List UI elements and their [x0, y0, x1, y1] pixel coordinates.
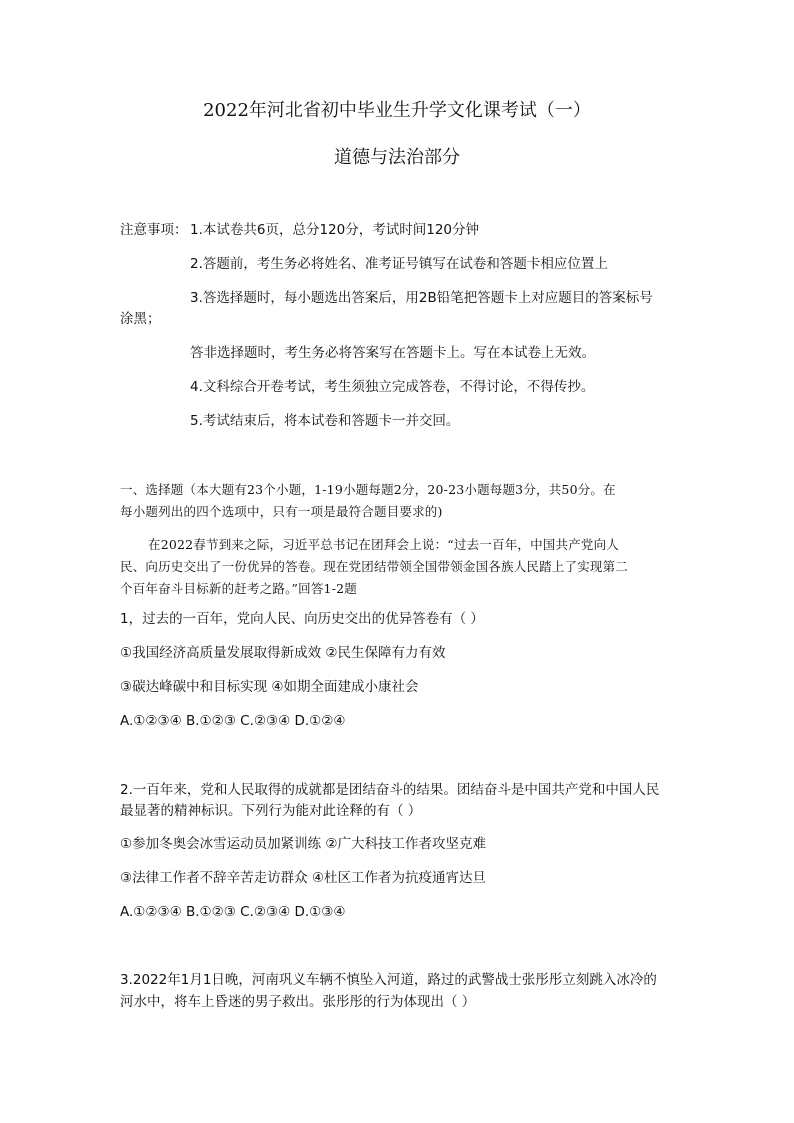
- section-heading: 一、选择题（本大题有23个小题，1-19小题每题2分，20-23小题每题3分，共50分。在: [120, 482, 616, 497]
- passage-line-3: 个百年奋斗目标新的赶考之路。”回答1-2题: [120, 581, 357, 596]
- q3-stem-cont: 河水中，将车上昏迷的男子救出。张彤彤的行为体现出（ ）: [120, 994, 476, 1010]
- q2-options-row-1: ①参加冬奥会冰雪运动员加紧训练 ②广大科技工作者攻坚克难: [120, 836, 486, 852]
- note-item-1: 1.本试卷共6页，总分120分，考试时间120分钟: [190, 222, 480, 238]
- q1-stem: 1，过去的一百年，党向人民、向历史交出的优异答卷有（ ）: [120, 611, 484, 627]
- note-item-2: 2.答题前，考生务必将姓名、准考证号镇写在试卷和答题卡相应位置上: [190, 256, 608, 272]
- note-item-3-extra: 答非选择题时，考生务必将答案写在答题卡上。写在本试卷上无效。: [190, 345, 595, 361]
- note-item-3: 3.答选择题时，每小题选出答案后，用2B铅笔把答题卡上对应题目的答案标号: [190, 290, 653, 306]
- exam-subtitle: 道德与法治部分: [334, 147, 460, 168]
- note-item-5: 5.考试结束后，将本试卷和答题卡一并交回。: [190, 413, 460, 429]
- q1-options-row-1: ①我国经济高质量发展取得新成效 ②民生保障有力有效: [120, 645, 446, 661]
- note-item-3-cont: 涂黑；: [120, 311, 161, 327]
- passage-line-1: 在2022春节到来之际，习近平总书记在团拜会上说：“过去一百年，中国共产党向人: [148, 537, 620, 552]
- note-item-4: 4.文科综合开卷考试，考生须独立完成答卷，不得讨论，不得传抄。: [190, 379, 595, 395]
- section-heading-cont: 每小题列出的四个选项中，只有一项是最符合题目要求的): [120, 504, 443, 519]
- q1-answers: A.①②③④ B.①②③ C.②③④ D.①②④: [120, 713, 346, 729]
- notes-label: 注意事项：: [120, 222, 188, 238]
- q2-stem-cont: 最显著的精神标识。下列行为能对此诠释的有（ ）: [120, 803, 422, 819]
- q3-stem: 3.2022年1月1日晚，河南巩义车辆不慎坠入河道，路过的武警战士张彤彤立刻跳入冰冷的: [120, 972, 657, 988]
- q2-stem: 2.一百年来，党和人民取得的成就都是团结奋斗的结果。团结奋斗是中国共产党和中国人民: [120, 782, 660, 798]
- q2-options-row-2: ③法律工作者不辞辛苦走访群众 ④杜区工作者为抗疫通宵达旦: [120, 870, 486, 886]
- q1-options-row-2: ③碳达峰碳中和目标实现 ④如期全面建成小康社会: [120, 679, 419, 695]
- exam-title: 2022年河北省初中毕业生升学文化课考试（一）: [203, 100, 591, 121]
- q2-answers: A.①②③④ B.①②③ C.②③④ D.①③④: [120, 904, 346, 920]
- passage-line-2: 民、向历史交出了一份优异的答卷。现在党团结带领全国带领金国各族人民踏上了实现第二: [120, 559, 629, 574]
